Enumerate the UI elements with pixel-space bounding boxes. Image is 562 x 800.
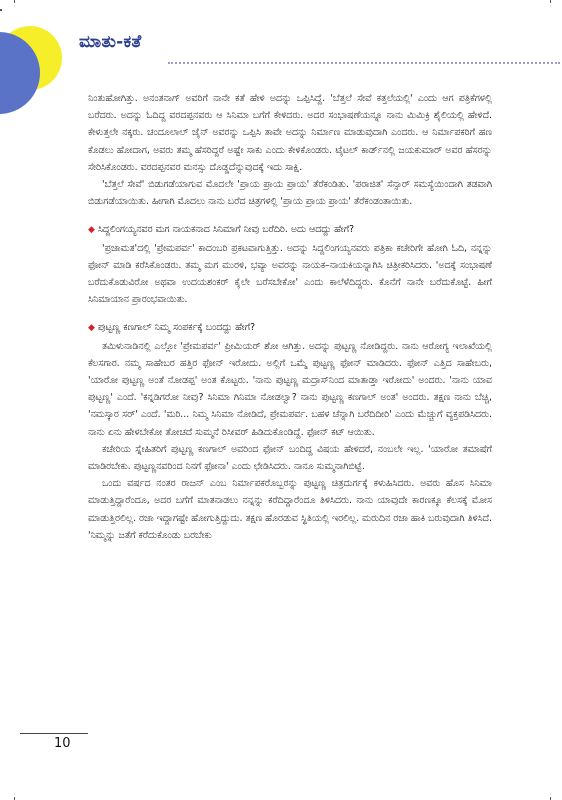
paragraph: ತಮಿಳುನಾಡಿನಲ್ಲಿ ಎಲ್ಲೋ 'ಪ್ರೇಮಪರ್ವ' ಪ್ರೀಮಿಯರ್ ಶೋ ಆಗಿತ್ತು. ಅದನ್ನು ಪುಟ್ಟಣ್ಣ ನೋಡಿದ್ದರು. ನಾನು ಆರೋಗ್ಯ ಇಲಾಖೆಯಲ್ಲಿ ಕೆಲಸಗಾರ. ನಮ್ಮ ಸಾಹೇಬರ ಹತ್ತಿರ ಫೋನ್ ಇರೋದು. ಅಲ್ಲಿಗೆ ಒಮ್ಮೆ ಪುಟ್ಟಣ್ಣ ಫೋನ್ ಮಾಡಿದರು. ಫೋನ್ ಎತ್ತಿದ ಸಾಹೇಬರು, 'ಯಾರೋ ಪುಟ್ಟಣ್ಣ ಅಂತೆ ನೋಡಪ್ಪ' ಅಂತ ಕೊಟ್ಟರು. 'ನಾನು ಪುಟ್ಟಣ್ಣ ಮದ್ರಾಸ್‌ನಿಂದ ಮಾತಾಡ್ತಾ ಇರೋದು' ಅಂದರು. 'ನಾನು ಯಾವ ಪುಟ್ಟಣ್ಣ' ಎಂದೆ. 'ಕನ್ನಡಿಗರೋ ನೀವು? ಸಿನಿಮಾ ಗಿನಿಮಾ ನೋಡಲ್ವಾ? ನಾನು ಪುಟ್ಟಣ್ಣ ಕಣಗಾಲ್ ಅಂತ' ಅಂದರು. ತಕ್ಷಣ ನಾನು ಬೆಚ್ಚಿ, 'ನಮಸ್ಕಾರ ಸರ್' ಎಂದೆ. 'ಮರಿ... ನಿಮ್ಮ ಸಿನಿಮಾ ನೋಡಿದೆ, ಪ್ರೇಮಪರ್ವ. ಬಹಳ ಚೆನ್ನಾಗಿ ಬರೆದಿದೀರಿ' ಎಂದು ಮೆಚ್ಚುಗೆ ವ್ಯಕ್ತಪಡಿಸಿದರು. ನಾನು ಏನು ಹೇಳಬೇಕೋ ತೋಚದೆ ಸುಮ್ಮನೆ ರಿಸೀವರ್ ಹಿಡಿದುಕೊಂಡಿದ್ದೆ. ಫೋನ್ ಕಟ್ ಆಯಿತು. (88, 340, 492, 438)
paragraph: ನಿಂತುಹೋಗಿತ್ತು. ಅನಂತನಾಗ್ ಅವರಿಗೆ ನಾನೇ ಕತೆ ಹೇಳಿ ಅದನ್ನು ಒಪ್ಪಿಸಿದ್ದೆ. 'ಬೆತ್ತಲೆ ಸೇವೆ ಕತ್ತಲೆಯಲ್ಲಿ' ಎಂದು ಆಗ ಪತ್ರಿಕೆಗಳಲ್ಲಿ ಬರೆದರು. ಅದನ್ನು ಓದಿದ್ದ ವರದಪ್ಪನವರು ಆ ಸಿನಿಮಾ ಬಗೆಗೆ ಕೇಳಿದರು. ಅದರ ಸಂಭಾಷಣೆಯನ್ನೂ ನಾನು ಮಿಮಿಕ್ರಿ ಶೈಲಿಯಲ್ಲಿ ಹೇಳಿದೆ. ಕೇಳುತ್ತಲೇ ನಕ್ಕರು. ಚಂದೂಲಾಲ್ ಜೈನ್ ಅವರನ್ನು ಒಪ್ಪಿಸಿ ತಾವೇ ಅದನ್ನು ನಿರ್ಮಾಣ ಮಾಡುವುದಾಗಿ ಎಂದರು. ಆ ನಿರ್ಮಾಪಕರಿಗೆ ಹಣ ಕೊಡಲು ಹೋದಾಗ, ಅವರು ತಮ್ಮ ಹೆಸರಿದ್ದರೆ ಅಷ್ಟೇ ಸಾಕು ಎಂದು ಕೇಳಿಕೊಂಡರು. ಟೈಟಲ್ ಕಾರ್ಡ್‌ನಲ್ಲಿ ಜಯಕುಮಾರ್ ಅವರ ಹೆಸರನ್ನು ಸೇರಿಸಿಕೊಂಡರು. ವರದಪ್ಪನವರ ಮನಸ್ಸು ದೊಡ್ಡದೆನ್ನುವುದಕ್ಕೆ ಇದು ಸಾಕ್ಷಿ. (88, 93, 492, 173)
page-number: 10 (54, 736, 71, 751)
interview-question: ◆ ಪುಟ್ಟಣ್ಣ ಕಣಗಾಲ್ ನಿಮ್ಮ ಸಂಪರ್ಕಕ್ಕೆ ಬಂದದ್ದು ಹೇಗೆ? (88, 322, 256, 334)
page-number-rule (20, 733, 88, 734)
crop-mark (550, 0, 551, 3)
crop-mark (14, 0, 15, 3)
paragraph: 'ಪ್ರಜಾಮತ'ದಲ್ಲಿ 'ಪ್ರೇಮಪರ್ವ' ಕಾದಂಬರಿ ಪ್ರಕಟವಾಗುತ್ತಿತ್ತು. ಅದನ್ನು ಸಿದ್ದಲಿಂಗಯ್ಯನವರು ಪತ್ರಿಕಾ ಕಚೇರಿಗೇ ಹೋಗಿ ಓದಿ, ನನ್ನನ್ನು ಫೋನ್ ಮಾಡಿ ಕರೆಸಿಕೊಂಡರು. ತಮ್ಮ ಮಗ ಮುರಳಿ, ಭವ್ಯಾ ಅವರನ್ನು ನಾಯಕ–ನಾಯಕಿಯನ್ನಾಗಿಸಿ ಚಿತ್ರೀಕರಿಸಿದರು. 'ಅದಕ್ಕೆ ಸಂಭಾಷಣೆ ಬರೆದುಕೊಡುವಿರೋ ಅಥವಾ ಉದಯಶಂಕರ್ ಕೈಲೇ ಬರೆಸಬೇಕೋ' ಎಂದು ಕಾಲೆಳೆದಿದ್ದರು. ಕೊನೆಗೆ ನಾನೇ ಬರೆದುಕೊಟ್ಟೆ. ಹೀಗೆ ಸಿನಿಮಾಯಾನ ಪ್ರಾರಂಭವಾಯಿತು. (88, 242, 492, 306)
crop-mark (0, 9, 2, 11)
interview-question: ◆ ಸಿದ್ದಲಿಂಗಯ್ಯನವರ ಮಗ ನಾಯಕನಾದ ಸಿನಿಮಾಗೆ ನೀವು ಬರೆದಿರಿ. ಅದು ಆದದ್ದು ಹೇಗೆ? (88, 224, 355, 236)
diamond-bullet-icon: ◆ (88, 323, 95, 334)
section-title: ಮಾತು-ಕತೆ (79, 32, 142, 52)
article-body (88, 90, 492, 544)
paragraph: ಒಂದು ವರ್ಷದ ನಂತರ ರಾಜನ್ ಎಂಬ ನಿರ್ಮಾಪಕರೊಬ್ಬರನ್ನು ಪುಟ್ಟಣ್ಣ ಚಿತ್ರದುರ್ಗಕ್ಕೆ ಕಳುಹಿಸಿದರು. ಅವರು ಹೊಸ ಸಿನಿಮಾ ಮಾಡುತ್ತಿದ್ದಾರೆಂದೂ, ಅದರ ಬಗೆಗೆ ಮಾತನಾಡಲು ನನ್ನನ್ನು ಕರೆದಿದ್ದಾರೆಂದೂ ತಿಳಿಸಿದರು. ನಾನು ಯಾವುದೇ ಕಾರಣಕ್ಕೂ ಕೆಲಸಕ್ಕೆ ಮೋಸ ಮಾಡುತ್ತಿರಲಿಲ್ಲ. ರಜಾ ಇದ್ದಾಗಷ್ಟೇ ಹೋಗುತ್ತಿದ್ದುದು. ತಕ್ಷಣ ಹೊರಡುವ ಸ್ಥಿತಿಯಲ್ಲಿ ಇರಲಿಲ್ಲ. ಮರುದಿನ ರಜಾ ಹಾಕಿ ಬರುವುದಾಗಿ ತಿಳಿಸಿದೆ. 'ನಿಮ್ಮನ್ನು ಜತೆಗೆ ಕರೆದುಕೊಂಡು ಬರಬೇಕು (88, 478, 492, 541)
diamond-bullet-icon: ◆ (88, 225, 95, 236)
paragraph: ಕಚೇರಿಯ ಸ್ನೇಹಿತರಿಗೆ ಪುಟ್ಟಣ್ಣ ಕಣಗಾಲ್ ಅವರಿಂದ ಫೋನ್ ಬಂದಿದ್ದ ವಿಷಯ ಹೇಳಿದರೆ, ನಂಬಲೇ ಇಲ್ಲ. 'ಯಾರೋ ತಮಾಷೆಗೆ ಮಾಡಿರಬೇಕು. ಪುಟ್ಟಣ್ಣನವರಿಂದ ನಿನಗೆ ಫೋನಾ' ಎಂದು ಛೇಡಿಸಿದರು. ನಾನೂ ಸುಮ್ಮನಾಗಿಬಿಟ್ಟೆ. (88, 443, 492, 473)
header-dotted-rule (168, 62, 560, 64)
paragraph: 'ಬೆತ್ತಲೆ ಸೇವೆ' ಬಿಡುಗಡೆಯಾಗುವ ಮೊದಲೇ 'ಪ್ರಾಯ ಪ್ರಾಯ ಪ್ರಾಯ' ತೆರೆಕಂಡಿತು. 'ಪರಾಜಿತ' ಸೆನ್ಸಾರ್ ಸಮಸ್ಯೆಯಿಂದಾಗಿ ತಡವಾಗಿ ಬಿಡುಗಡೆಯಾಯಿತು. ಹೀಗಾಗಿ ಮೊದಲು ನಾನು ಬರೆದ ಚಿತ್ರಗಳಲ್ಲಿ 'ಪ್ರಾಯ ಪ್ರಾಯ ಪ್ರಾಯ' ತೆರೆಕಂಡಂತಾಯಿತು. (88, 179, 492, 208)
